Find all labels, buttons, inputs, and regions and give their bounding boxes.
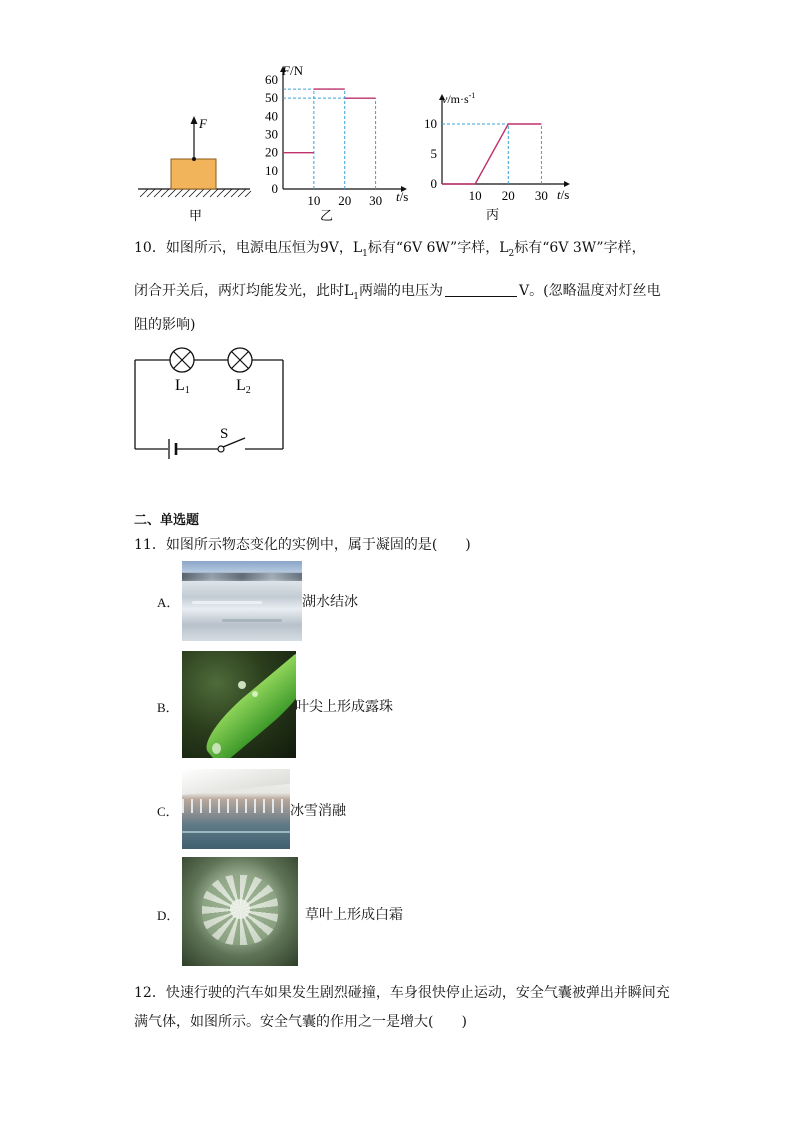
q10-text: 10．如图所示，电源电压恒为9V，L [134, 240, 363, 256]
y-tick-label: 5 [430, 146, 437, 161]
yi-xlabel: t/s [396, 189, 409, 204]
q12-line2: 满气体，如图所示。安全气囊的作用之一是增大( ) [134, 1014, 467, 1030]
option-b-text[interactable]: 叶尖上形成露珠 [295, 699, 393, 715]
force-label: F [199, 116, 207, 131]
data-series-line [442, 124, 541, 184]
option-a-text[interactable]: 湖水结冰 [302, 594, 358, 610]
caption-yi: 乙 [320, 208, 334, 223]
option-a-letter[interactable]: A． [157, 595, 180, 610]
q11-stem: 11．如图所示物态变化的实例中，属于凝固的是( ) [134, 537, 471, 553]
y-tick-label: 60 [265, 72, 278, 87]
x-tick-label: 20 [338, 193, 352, 208]
answer-blank[interactable] [445, 282, 517, 297]
y-tick-label: 20 [265, 144, 278, 160]
figure-jia [130, 108, 265, 223]
battery-icon [169, 439, 176, 459]
option-c-text[interactable]: 冰雪消融 [290, 803, 346, 819]
x-tick-label: 10 [468, 188, 482, 203]
y-tick-label: 40 [265, 108, 278, 124]
switch-label: S [220, 426, 229, 442]
y-tick-label: 0 [430, 176, 437, 191]
lamp-1-icon [170, 348, 194, 372]
chart-bing [418, 85, 588, 223]
q10-text: 闭合开关后，两灯均能发光，此时L [134, 283, 354, 299]
q10-line1 [134, 238, 646, 264]
circuit-diagram [128, 340, 293, 460]
lamp-2-icon [228, 348, 252, 372]
caption-jia: 甲 [189, 208, 203, 223]
y-tick-label: 10 [424, 116, 437, 131]
q10-text: V。(忽略温度对灯丝电 [519, 283, 661, 299]
section-title: 二、单选题 [134, 513, 200, 528]
option-d-text[interactable]: 草叶上形成白霜 [305, 907, 403, 923]
chart-yi [258, 58, 418, 223]
caption-bing: 丙 [486, 207, 500, 222]
y-tick-label: 0 [271, 181, 278, 196]
subscript: 1 [353, 291, 360, 302]
y-tick-label: 30 [265, 126, 278, 142]
subscript: 1 [362, 248, 368, 259]
option-d-letter[interactable]: D． [157, 908, 180, 923]
q10-text: 阻的影响) [134, 317, 196, 333]
x-tick-label: 20 [501, 188, 515, 203]
option-b-letter[interactable]: B． [157, 700, 179, 715]
yi-ylabel: F/N [282, 63, 303, 78]
block [171, 159, 216, 189]
q10-line2 [134, 281, 661, 307]
bing-ylabel: $v/m\cdot s^{-1}$ [442, 91, 476, 106]
q10-text: 两端的电压为 [359, 283, 444, 299]
melting-snow-photo[interactable] [182, 769, 290, 849]
frost-leaves-photo[interactable] [182, 857, 298, 966]
q10-text: 标有“6V 3W”字样， [514, 240, 646, 256]
lamp-1-label: L1 [175, 377, 190, 396]
x-tick-label: 30 [369, 193, 383, 208]
subscript: 2 [508, 248, 515, 259]
x-tick-label: 30 [534, 188, 548, 203]
frozen-lake-photo[interactable] [182, 561, 302, 641]
y-tick-label: 10 [265, 162, 278, 178]
x-tick-label: 10 [307, 193, 321, 208]
arrow-up-icon [191, 116, 198, 124]
q12-line1: 12．快速行驶的汽车如果发生剧烈碰撞，车身很快停止运动，安全气囊被弹出并瞬间充 [134, 985, 670, 1001]
lamp-2-label: L2 [236, 377, 251, 396]
dewdrop-leaf-photo[interactable] [182, 651, 296, 758]
y-tick-label: 50 [265, 90, 278, 106]
q10-line3 [134, 315, 195, 335]
option-c-letter[interactable]: C． [157, 804, 179, 819]
bing-xlabel: t/s [557, 187, 570, 202]
q10-text: 标有“6V 6W”字样，L [367, 240, 509, 256]
